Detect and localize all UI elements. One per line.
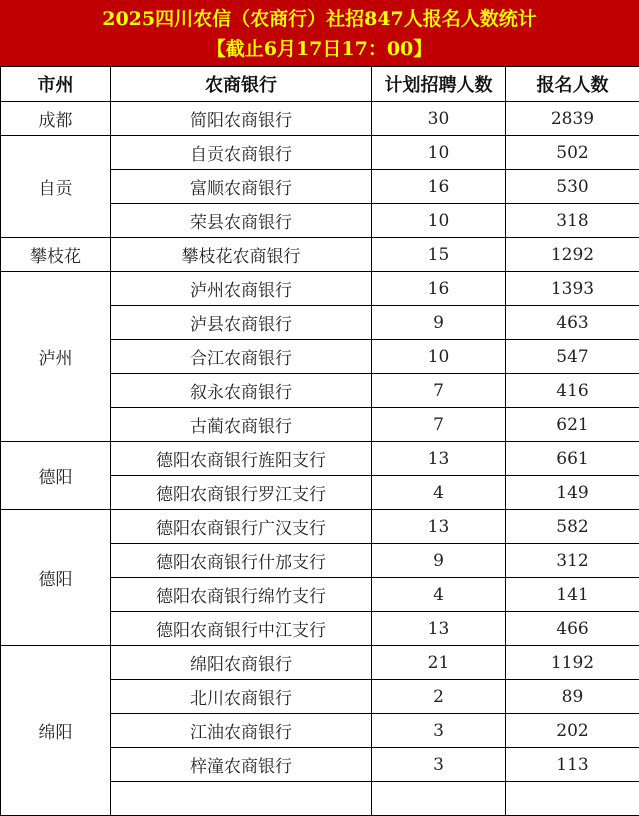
table-row xyxy=(1,646,639,680)
plan-cell: 7 xyxy=(372,408,506,442)
city-cell: 德阳 xyxy=(1,510,111,646)
bank-cell: 叙永农商银行 xyxy=(111,374,372,408)
plan-cell: 9 xyxy=(372,544,506,578)
table-row xyxy=(1,238,639,272)
plan-cell: 13 xyxy=(372,510,506,544)
city-cell: 泸州 xyxy=(1,272,111,442)
bank-cell: 自贡农商银行 xyxy=(111,136,372,170)
applicants-cell: 466 xyxy=(506,612,639,646)
header-plan: 计划招聘人数 xyxy=(372,67,506,102)
plan-cell: 16 xyxy=(372,272,506,306)
plan-cell: 15 xyxy=(372,238,506,272)
plan-cell: 2 xyxy=(372,680,506,714)
plan-cell: 3 xyxy=(372,748,506,782)
title-main: 2025四川农信（农商行）社招847人报名人数统计 xyxy=(0,6,639,32)
bank-cell: 攀枝花农商银行 xyxy=(111,238,372,272)
applicants-cell: 113 xyxy=(506,748,639,782)
applicants-cell: 2839 xyxy=(506,102,639,136)
applicants-cell xyxy=(506,782,639,816)
bank-cell: 简阳农商银行 xyxy=(111,102,372,136)
table-row xyxy=(1,272,639,306)
plan-cell xyxy=(372,782,506,816)
applicants-cell: 1192 xyxy=(506,646,639,680)
plan-cell: 7 xyxy=(372,374,506,408)
plan-cell: 16 xyxy=(372,170,506,204)
applicants-cell: 141 xyxy=(506,578,639,612)
city-cell: 自贡 xyxy=(1,136,111,238)
plan-cell: 13 xyxy=(372,612,506,646)
bank-cell: 德阳农商银行绵竹支行 xyxy=(111,578,372,612)
bank-cell: 德阳农商银行广汉支行 xyxy=(111,510,372,544)
applicants-cell: 530 xyxy=(506,170,639,204)
bank-cell: 德阳农商银行什邡支行 xyxy=(111,544,372,578)
table-body xyxy=(1,102,639,816)
title-banner xyxy=(0,0,639,66)
applicants-cell: 502 xyxy=(506,136,639,170)
bank-cell: 德阳农商银行中江支行 xyxy=(111,612,372,646)
applicants-cell: 1393 xyxy=(506,272,639,306)
applicants-cell: 582 xyxy=(506,510,639,544)
applicants-cell: 318 xyxy=(506,204,639,238)
bank-cell: 泸县农商银行 xyxy=(111,306,372,340)
applicants-cell: 621 xyxy=(506,408,639,442)
applicants-cell: 463 xyxy=(506,306,639,340)
applicants-cell: 312 xyxy=(506,544,639,578)
table-row xyxy=(1,510,639,544)
bank-cell: 德阳农商银行罗江支行 xyxy=(111,476,372,510)
bank-cell: 江油农商银行 xyxy=(111,714,372,748)
header-applicants: 报名人数 xyxy=(506,67,639,102)
plan-cell: 4 xyxy=(372,578,506,612)
bank-cell: 荣县农商银行 xyxy=(111,204,372,238)
table-row xyxy=(1,102,639,136)
bank-cell: 泸州农商银行 xyxy=(111,272,372,306)
applicants-cell: 416 xyxy=(506,374,639,408)
plan-cell: 10 xyxy=(372,340,506,374)
applicants-cell: 149 xyxy=(506,476,639,510)
bank-cell: 合江农商银行 xyxy=(111,340,372,374)
plan-cell: 4 xyxy=(372,476,506,510)
plan-cell: 10 xyxy=(372,136,506,170)
city-cell: 绵阳 xyxy=(1,646,111,816)
plan-cell: 13 xyxy=(372,442,506,476)
bank-cell: 北川农商银行 xyxy=(111,680,372,714)
bank-cell: 德阳农商银行旌阳支行 xyxy=(111,442,372,476)
title-subtitle: 【截止6月17日17：00】 xyxy=(0,36,639,62)
table-header-row xyxy=(1,67,639,102)
plan-cell: 10 xyxy=(372,204,506,238)
applicants-cell: 547 xyxy=(506,340,639,374)
plan-cell: 3 xyxy=(372,714,506,748)
table-row xyxy=(1,136,639,170)
bank-cell: 梓潼农商银行 xyxy=(111,748,372,782)
city-cell: 成都 xyxy=(1,102,111,136)
plan-cell: 9 xyxy=(372,306,506,340)
applicants-cell: 89 xyxy=(506,680,639,714)
bank-cell: 富顺农商银行 xyxy=(111,170,372,204)
city-cell: 攀枝花 xyxy=(1,238,111,272)
plan-cell: 21 xyxy=(372,646,506,680)
plan-cell: 30 xyxy=(372,102,506,136)
applicants-cell: 202 xyxy=(506,714,639,748)
bank-cell: 绵阳农商银行 xyxy=(111,646,372,680)
header-bank: 农商银行 xyxy=(111,67,372,102)
statistics-table xyxy=(0,66,639,816)
applicants-cell: 1292 xyxy=(506,238,639,272)
bank-cell: 古蔺农商银行 xyxy=(111,408,372,442)
applicants-cell: 661 xyxy=(506,442,639,476)
city-cell: 德阳 xyxy=(1,442,111,510)
table-row xyxy=(1,442,639,476)
header-city: 市州 xyxy=(1,67,111,102)
bank-cell xyxy=(111,782,372,816)
